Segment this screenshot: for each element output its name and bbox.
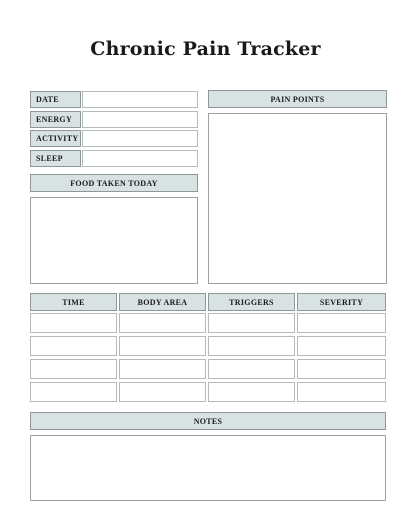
table-cell[interactable] <box>208 313 295 333</box>
table-cell[interactable] <box>297 382 386 402</box>
field-label-activity: ACTIVITY <box>30 130 81 147</box>
pain-points-header: PAIN POINTS <box>208 90 387 108</box>
column-header-body-area: BODY AREA <box>119 293 206 311</box>
table-cell[interactable] <box>297 359 386 379</box>
table-cell[interactable] <box>297 336 386 356</box>
table-cell[interactable] <box>119 359 206 379</box>
field-label-date: DATE <box>30 91 81 108</box>
notes-box[interactable] <box>30 435 386 501</box>
table-cell[interactable] <box>30 336 117 356</box>
table-cell[interactable] <box>208 336 295 356</box>
table-cell[interactable] <box>30 359 117 379</box>
date-field[interactable] <box>82 91 198 108</box>
table-cell[interactable] <box>30 313 117 333</box>
energy-field[interactable] <box>82 111 198 128</box>
column-header-triggers: TRIGGERS <box>208 293 295 311</box>
table-cell[interactable] <box>208 382 295 402</box>
table-cell[interactable] <box>30 382 117 402</box>
column-header-time: TIME <box>30 293 117 311</box>
sleep-field[interactable] <box>82 150 198 167</box>
pain-points-area[interactable] <box>208 113 387 284</box>
field-label-sleep: SLEEP <box>30 150 81 167</box>
notes-header: NOTES <box>30 412 386 430</box>
table-cell[interactable] <box>119 313 206 333</box>
field-label-energy: ENERGY <box>30 111 81 128</box>
column-header-severity: SEVERITY <box>297 293 386 311</box>
table-cell[interactable] <box>119 336 206 356</box>
table-cell[interactable] <box>208 359 295 379</box>
table-cell[interactable] <box>297 313 386 333</box>
page-title: Chronic Pain Tracker <box>90 38 321 60</box>
food-taken-header: FOOD TAKEN TODAY <box>30 174 198 192</box>
table-cell[interactable] <box>119 382 206 402</box>
activity-field[interactable] <box>82 130 198 147</box>
food-taken-box[interactable] <box>30 197 198 284</box>
